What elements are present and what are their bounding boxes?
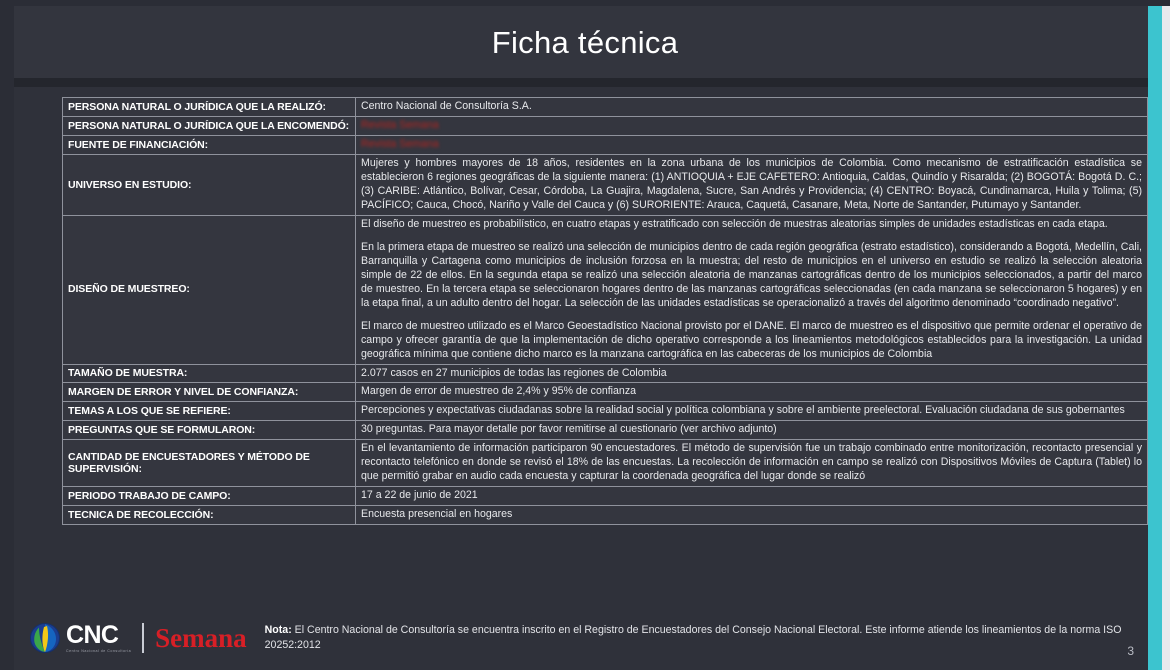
row-value [356, 135, 1148, 154]
table-row [63, 421, 1148, 440]
footer-note [265, 623, 1145, 653]
cnc-wordmark [66, 620, 132, 654]
redacted-value: Revista Semana [361, 118, 439, 131]
row-label: PERIODO TRABAJO DE CAMPO: [63, 487, 356, 506]
footer-note-text: El Centro Nacional de Consultoría se encuentra inscrito en el Registro de Encuestadores del Consejo Nacional Electoral. Este informe atiende los lineamientos de la norma ISO 20252:2012 [264, 624, 1122, 651]
semana-logo: Semana [155, 622, 247, 653]
row-label: DISEÑO DE MUESTREO: [63, 215, 356, 364]
cnc-subtitle: Centro Nacional de Consultoría [66, 648, 132, 653]
slide-inner [14, 6, 1170, 670]
ficha-tecnica-table-wrap [62, 97, 1148, 525]
table-row [63, 364, 1148, 383]
slide-header [14, 6, 1156, 78]
footer-note-label: Nota: [264, 624, 292, 637]
row-value: 17 a 22 de junio de 2021 [356, 487, 1148, 506]
table-row [63, 135, 1148, 154]
row-value: Encuesta presencial en hogares [356, 506, 1148, 525]
table-row [63, 154, 1148, 215]
row-value: En el levantamiento de información participaron 90 encuestadores. El método de supervisión fue un trabajo combinado entre monitorización, recontacto presencial y recontacto telefónico en donde se revisó el 18% de las encuestas. La recolección de información en campo se realizó con Dispositivos Móviles de Captura (Tablet) lo que permitió grabar en audio cada encuesta y capturar la coordenada geográfica del lugar donde se realizó [356, 440, 1148, 487]
slide-right-margin [1162, 6, 1170, 670]
row-label: MARGEN DE ERROR Y NIVEL DE CONFIANZA: [63, 383, 356, 402]
row-label: UNIVERSO EN ESTUDIO: [63, 154, 356, 215]
row-value: 30 preguntas. Para mayor detalle por favor remitirse al cuestionario (ver archivo adjunto) [356, 421, 1148, 440]
row-label: TAMAÑO DE MUESTRA: [63, 364, 356, 383]
row-value [356, 215, 1148, 364]
row-label: TEMAS A LOS QUE SE REFIERE: [63, 402, 356, 421]
cnc-word: CNC [66, 620, 119, 649]
row-value-paragraph: El diseño de muestreo es probabilístico, en cuatro etapas y estratificado con selección de muestras aleatorias simples de unidades estadísticas en cada etapa. [361, 217, 1108, 230]
table-row [63, 506, 1148, 525]
cnc-logo [30, 620, 132, 654]
table-row [63, 215, 1148, 364]
row-value [356, 116, 1148, 135]
page-number: 3 [1127, 644, 1134, 658]
logo-divider [142, 623, 144, 653]
slide-footer [14, 614, 1156, 662]
table-row [63, 98, 1148, 117]
table-row [63, 402, 1148, 421]
table-row [63, 383, 1148, 402]
row-value: Centro Nacional de Consultoría S.A. [356, 98, 1148, 117]
accent-stripe [1148, 6, 1162, 670]
row-label: TECNICA DE RECOLECCIÓN: [63, 506, 356, 525]
row-label: PERSONA NATURAL O JURÍDICA QUE LA REALIZÓ: [63, 98, 356, 117]
row-label: PREGUNTAS QUE SE FORMULARON: [63, 421, 356, 440]
row-value-paragraph: En la primera etapa de muestreo se realizó una selección de municipios dentro de cada región geográfica (estrato estadístico), considerando a Bogotá, Medellín, Cali, Barranquilla y Cartagena como municipios de inclusión forzosa en la muestra; del resto de municipios en el universo en estudio se realizó la selección aleatoria simple de 22 de ellos. En la segunda etapa se realizó una selección aleatoria de manzanas cartográficas dentro de los municipios seleccionados, a partir del marco de muestreo. En la tercera etapa se seleccionaron hogares dentro de las manzanas cartográficas seleccionadas (en cada manzana se seleccionaron 5 hogares) y en la etapa final, a un adulto dentro del hogar. La selección de las unidades estadísticas se operacionalizó a través del algoritmo denominado “coordinado negativo”. [361, 240, 1142, 309]
row-label: CANTIDAD DE ENCUESTADORES Y MÉTODO DE SUPERVISIÓN: [63, 440, 356, 487]
row-label: FUENTE DE FINANCIACIÓN: [63, 135, 356, 154]
table-row [63, 487, 1148, 506]
row-label: PERSONA NATURAL O JURÍDICA QUE LA ENCOMENDÓ: [63, 116, 356, 135]
table-row [63, 440, 1148, 487]
row-value: Percepciones y expectativas ciudadanas sobre la realidad social y política colombiana y sobre el ambiente preelectoral. Evaluación ciudadana de sus gobernantes [356, 402, 1148, 421]
row-value: 2.077 casos en 27 municipios de todas las regiones de Colombia [356, 364, 1148, 383]
row-value: Mujeres y hombres mayores de 18 años, residentes en la zona urbana de los municipios de Colombia. Como mecanismo de estratificación estadística se establecieron 6 regiones geográficas de la siguiente manera: (1) ANTIOQUIA + EJE CAFETERO: Antioquia, Caldas, Quindío y Risaralda; (2) BOGOTÁ: Bogotá D. C.; (3) CARIBE: Atlántico, Bolívar, Cesar, Córdoba, La Guajira, Magdalena, Sucre, San Andrés y Providencia; (4) CENTRO: Boyacá, Cundinamarca, Huila y Tolima; (5) PACÍFICO; Cauca, Chocó, Nariño y Valle del Cauca y (6) SURORIENTE: Arauca, Caquetá, Casanare, Meta, Norte de Santander, Putumayo y Santander. [356, 154, 1148, 215]
ficha-tecnica-table [62, 97, 1148, 525]
header-divider [14, 78, 1156, 87]
row-value: Margen de error de muestreo de 2,4% y 95% de confianza [356, 383, 1148, 402]
redacted-value: Revista Semana [361, 137, 439, 150]
row-value-paragraph: El marco de muestreo utilizado es el Marco Geoestadístico Nacional provisto por el DANE. El marco de muestreo es el dispositivo que permite ordenar el operativo de campo y ofrecer garantía de que la implementación de dicho operativo corresponde a los lineamientos metodológicos establecidos para la investigación. La unidad geográfica mínima que contiene dicho marco es la manzana cartográfica en las cabeceras de los municipios de Colombia [361, 319, 1142, 360]
table-row [63, 116, 1148, 135]
cnc-circle-icon [30, 623, 60, 653]
page-title: Ficha técnica [491, 24, 679, 60]
